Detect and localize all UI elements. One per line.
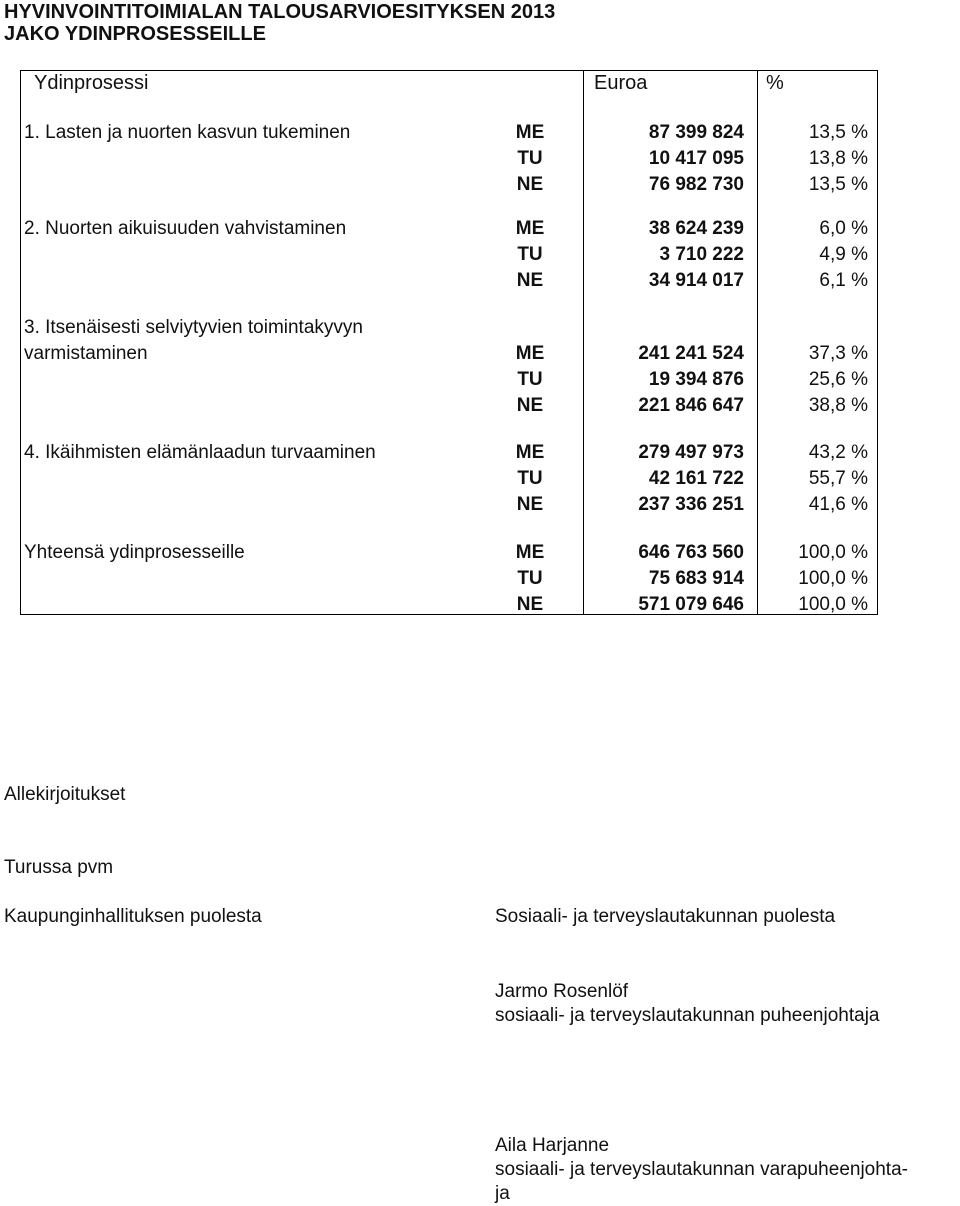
row-euro-value: 279 497 973 [638, 442, 744, 463]
row-code: ME [515, 122, 545, 143]
row-euro-value: 241 241 524 [638, 343, 744, 364]
row-percent-value: 43,2 % [808, 442, 868, 463]
row-code: ME [515, 218, 545, 239]
row-code: TU [517, 568, 543, 589]
row-euro-value: 19 394 876 [648, 369, 744, 390]
row-code: ME [515, 542, 545, 563]
column-divider [583, 70, 584, 615]
row-code: TU [517, 468, 543, 489]
row-percent-value: 100,0 % [798, 594, 868, 615]
signature-place: Turussa pvm [4, 857, 114, 878]
row-code: ME [515, 343, 545, 364]
row-code: NE [516, 494, 544, 515]
row-code: NE [516, 395, 544, 416]
column-divider [757, 70, 758, 615]
row-label-continued: varmistaminen [24, 343, 148, 364]
left-organization: Kaupunginhallituksen puolesta [4, 906, 262, 927]
row-euro-value: 34 914 017 [648, 270, 744, 291]
row-euro-value: 87 399 824 [648, 122, 744, 143]
signer2-name: Aila Harjanne [495, 1135, 610, 1156]
row-code: TU [517, 148, 543, 169]
signer2-title-line2: ja [495, 1183, 510, 1204]
row-code: TU [517, 369, 543, 390]
row-euro-value: 221 846 647 [638, 395, 744, 416]
row-code: NE [516, 594, 544, 615]
signatures-heading: Allekirjoitukset [4, 784, 126, 805]
row-percent-value: 6,1 % [819, 270, 868, 291]
document-subtitle: JAKO YDINPROSESSEILLE [4, 23, 266, 45]
row-code: TU [517, 244, 543, 265]
row-percent-value: 13,5 % [808, 122, 868, 143]
signer2-title-line1: sosiaali- ja terveyslautakunnan varapuheenjohta- [495, 1159, 908, 1180]
document-title: HYVINVOINTITOIMIALAN TALOUSARVIOESITYKSEN 2013 [4, 1, 556, 23]
row-euro-value: 42 161 722 [648, 468, 744, 489]
row-percent-value: 100,0 % [798, 568, 868, 589]
row-label: 1. Lasten ja nuorten kasvun tukeminen [24, 122, 351, 143]
row-code: ME [515, 442, 545, 463]
row-percent-value: 100,0 % [798, 542, 868, 563]
row-percent-value: 41,6 % [808, 494, 868, 515]
signer1-title: sosiaali- ja terveyslautakunnan puheenjohtaja [495, 1005, 880, 1026]
row-label: 3. Itsenäisesti selviytyvien toimintakyvyn [24, 317, 363, 338]
row-percent-value: 25,6 % [808, 369, 868, 390]
row-euro-value: 3 710 222 [659, 244, 744, 265]
header-percent: % [766, 72, 784, 94]
signer1-name: Jarmo Rosenlöf [495, 981, 629, 1002]
row-label: Yhteensä ydinprosesseille [24, 542, 245, 563]
row-euro-value: 237 336 251 [638, 494, 744, 515]
row-label: 4. Ikäihmisten elämänlaadun turvaaminen [24, 442, 376, 463]
right-organization: Sosiaali- ja terveyslautakunnan puolesta [495, 906, 836, 927]
row-euro-value: 76 982 730 [648, 174, 744, 195]
row-euro-value: 38 624 239 [648, 218, 744, 239]
header-process: Ydinprosessi [34, 72, 149, 94]
row-euro-value: 75 683 914 [648, 568, 744, 589]
row-euro-value: 10 417 095 [648, 148, 744, 169]
budget-table [20, 70, 878, 615]
row-percent-value: 6,0 % [819, 218, 868, 239]
row-euro-value: 646 763 560 [638, 542, 744, 563]
row-percent-value: 4,9 % [819, 244, 868, 265]
row-percent-value: 13,5 % [808, 174, 868, 195]
row-code: NE [516, 174, 544, 195]
row-code: NE [516, 270, 544, 291]
row-percent-value: 55,7 % [808, 468, 868, 489]
row-euro-value: 571 079 646 [638, 594, 744, 615]
row-percent-value: 37,3 % [808, 343, 868, 364]
row-percent-value: 38,8 % [808, 395, 868, 416]
header-euro: Euroa [594, 72, 648, 94]
row-label: 2. Nuorten aikuisuuden vahvistaminen [24, 218, 347, 239]
row-percent-value: 13,8 % [808, 148, 868, 169]
